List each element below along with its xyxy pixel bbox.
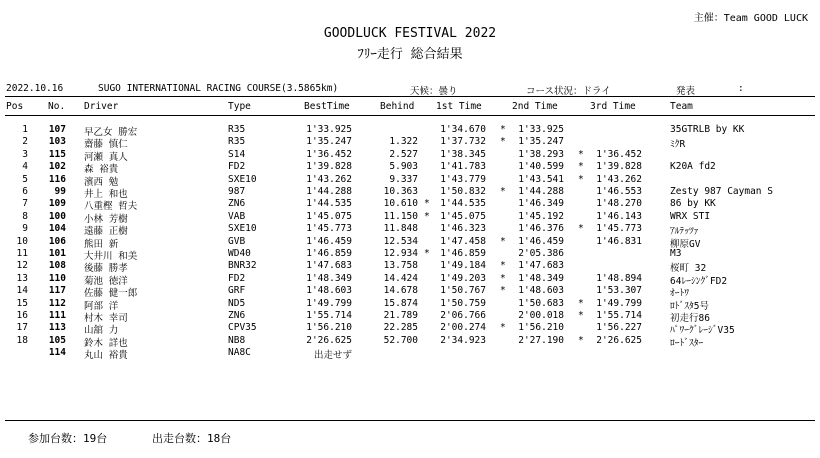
behind-gap: 22.285 [383,322,418,334]
col-header-t3: 3rd Time [590,101,636,112]
car-type: CPV35 [228,322,257,334]
track-condition: コース状況：ドライ [526,86,611,97]
driver-name: 森 裕貴 [84,164,119,176]
best-marker: * [500,260,506,272]
best-time: 2'26.625 [306,334,352,346]
team-name: K20A fd2 [670,161,716,173]
lap3-time: 1'43.262 [596,173,642,185]
car-type: SXE10 [228,223,257,235]
lap1-time: 1'34.670 [440,124,486,135]
position: 6 [22,186,28,197]
behind-gap: 15.874 [383,297,418,309]
position: 2 [22,136,28,148]
position: 4 [22,161,28,173]
driver-name: 八重樫 哲夫 [84,201,138,213]
lap1-time: 1'49.184 [440,260,486,272]
driver-name: 小林 芳樹 [84,213,128,225]
page-title: GOODLUCK FESTIVAL 2022 [323,26,497,41]
table-row [0,285,820,300]
best-time: 1'48.603 [306,285,352,297]
best-marker: * [578,310,584,321]
driver-name: 村木 幸司 [84,313,128,324]
table-row [0,211,820,223]
team-name: ﾐｸR [670,139,686,151]
car-type: NB8 [228,334,246,346]
table-row [0,161,820,176]
car-type: R35 [228,136,246,148]
car-number: 101 [48,248,66,259]
position: 7 [22,198,28,210]
car-number: 105 [48,334,66,346]
car-type: BNR32 [228,260,257,272]
lap1-time: 1'50.767 [440,285,486,297]
position: 1 [22,124,28,135]
lap2-time: 1'50.683 [518,297,564,309]
best-marker: * [500,124,506,135]
position: 14 [16,285,28,297]
lap3-time: 1'39.828 [596,161,642,173]
car-type: 987 [228,186,246,197]
driver-name: 早乙女 勝宏 [84,127,138,138]
team-name: 86 by KK [670,198,716,210]
car-number: 117 [48,285,66,297]
lap2-time: 1'46.376 [518,223,564,235]
best-time: 1'46.859 [306,248,352,259]
lap3-time: 1'56.227 [596,322,642,334]
behind-gap: 2.527 [389,148,418,160]
lap1-time: 1'49.203 [440,272,486,284]
behind-gap: 21.789 [383,310,418,321]
lap2-time: 1'47.683 [518,260,564,272]
car-type: FD2 [228,161,246,173]
lap2-time: 1'43.541 [518,173,564,185]
lap3-time: 1'55.714 [596,310,642,321]
table-row [0,260,820,275]
behind-gap: 14.424 [383,272,418,284]
best-time: 1'39.828 [306,161,352,173]
best-time: 1'45.773 [306,223,352,235]
lap3-time: 1'48.270 [596,198,642,210]
car-number: 108 [48,260,66,272]
car-type: GVB [228,235,246,247]
car-number: 99 [54,186,66,197]
behind-gap: 11.848 [383,223,418,235]
page-subtitle: ﾌﾘｰ走行 総合結果 [357,47,463,62]
driver-name: 丸山 裕貴 [84,350,128,362]
car-type: ZN6 [228,310,246,321]
best-time: 1'44.535 [306,198,352,210]
lap1-time: 2'06.766 [440,310,486,321]
position: 8 [22,210,28,222]
published-separator: : [738,83,744,94]
best-time: 1'33.925 [306,124,352,135]
car-number: 115 [48,148,66,160]
lap1-time: 2'00.274 [440,322,486,334]
lap2-time: 1'38.293 [518,148,564,160]
lap3-time: 1'49.799 [596,297,642,309]
behind-gap: 13.758 [383,260,418,272]
lap2-time: 2'27.190 [518,334,564,346]
position: 18 [16,334,28,346]
behind-gap: 12.534 [383,235,418,247]
lap1-time: 1'47.458 [440,235,486,247]
lap2-time: 1'46.459 [518,235,564,247]
car-type: VAB [228,210,246,222]
best-marker: * [578,161,584,173]
best-time: 出走せず [313,350,352,362]
published-label: 発表 [676,86,696,97]
best-marker: * [578,173,584,185]
lap1-time: 1'44.535 [440,198,486,210]
col-header-type: Type [228,101,251,112]
lap2-time: 1'33.925 [518,124,564,135]
table-row [0,298,820,310]
best-marker: * [578,148,584,160]
table-row [0,236,820,248]
event-date: 2022.10.16 [6,83,64,94]
lap3-time: 1'45.773 [596,223,642,235]
table-row [0,248,820,260]
lap1-time: 1'46.323 [440,223,486,235]
best-marker: * [500,272,506,284]
lap2-time: 1'40.599 [518,161,564,173]
table-row [0,136,820,151]
best-time: 1'43.262 [306,173,352,185]
best-marker: * [500,186,506,197]
driver-name: 佐藤 健一郎 [84,288,138,300]
behind-gap: 10.610 [383,198,418,210]
car-type: FD2 [228,272,246,284]
behind-gap: 12.934 [383,248,418,259]
car-number: 113 [48,322,66,334]
entry-count: 参加台数：19台 [28,432,108,445]
driver-name: 菊池 徳洋 [84,275,128,287]
col-header-no: No. [48,101,66,112]
best-time: 1'46.459 [306,235,352,247]
behind-gap: 11.150 [383,210,418,222]
car-number: 116 [48,173,66,185]
car-type: S14 [228,148,246,160]
position: 11 [16,248,28,259]
behind-gap: 52.700 [383,334,418,346]
position: 9 [22,223,28,235]
best-time: 1'49.799 [306,297,352,309]
best-marker: * [500,322,506,334]
lap2-time: 1'56.210 [518,322,564,334]
best-marker: * [578,223,584,235]
behind-gap: 5.903 [389,161,418,173]
lap1-time: 1'41.783 [440,161,486,173]
driver-name: 濱西 勉 [84,176,119,188]
team-name: 桜町 32 [670,263,707,275]
lap1-time: 1'50.759 [440,297,486,309]
lap1-time: 1'37.732 [440,136,486,148]
lap3-time: 1'46.831 [596,235,642,247]
best-time: 1'45.075 [306,210,352,222]
best-time: 1'47.683 [306,260,352,272]
table-row [0,186,820,198]
car-number: 102 [48,161,66,173]
lap2-time: 1'35.247 [518,136,564,148]
car-number: 100 [48,210,66,222]
position: 15 [16,297,28,309]
team-name: 柳原GV [670,238,701,250]
table-row [0,198,820,213]
lap1-time: 1'38.345 [440,148,486,160]
driver-name: 鈴木 詳也 [84,337,128,349]
team-name: ﾊﾟﾜｰｸﾞﾚｰｼﾞV35 [670,325,735,337]
table-row [0,223,820,238]
position: 3 [22,148,28,160]
col-header-behind: Behind [380,101,415,112]
car-number: 111 [48,310,66,321]
col-header-best: BestTime [304,101,350,112]
best-marker: * [500,235,506,247]
lap2-time: 1'46.349 [518,198,564,210]
best-time: 1'35.247 [306,136,352,148]
driver-name: 後藤 勝孝 [84,263,128,275]
organizer-label: 主催：Team GOOD LUCK [693,13,808,24]
lap2-time: 1'44.288 [518,186,564,197]
table-row [0,322,820,337]
car-type: GRF [228,285,246,297]
behind-gap: 14.678 [383,285,418,297]
table-row [0,273,820,285]
lap3-time: 1'48.894 [596,272,642,284]
col-header-t1: 1st Time [436,101,482,112]
best-marker: * [500,285,506,297]
car-number: 110 [48,272,66,284]
lap3-time: 1'53.307 [596,285,642,297]
best-time: 1'44.288 [306,186,352,197]
lap1-time: 1'46.859 [440,248,486,259]
car-type: NA8C [228,347,251,359]
car-number: 107 [48,124,66,135]
header-rule-top [5,96,815,97]
car-number: 103 [48,136,66,148]
footer-rule [5,420,815,421]
car-type: WD40 [228,248,251,259]
table-row [0,347,820,362]
position: 10 [16,235,28,247]
driver-name: 阿部 洋 [84,300,119,312]
car-number: 104 [48,223,66,235]
lap2-time: 1'48.603 [518,285,564,297]
table-row [0,149,820,161]
driver-name: 井上 和也 [84,189,128,200]
starter-count: 出走台数：18台 [152,432,232,445]
best-marker: * [424,210,430,222]
best-time: 1'48.349 [306,272,352,284]
table-row [0,124,820,136]
driver-name: 大井川 和美 [84,251,138,262]
lap1-time: 1'50.832 [440,186,486,197]
table-row [0,310,820,322]
driver-name: 河瀬 真人 [84,151,128,163]
lap1-time: 2'34.923 [440,334,486,346]
team-name: Zesty 987 Cayman S [670,186,773,197]
position: 12 [16,260,28,272]
position: 5 [22,173,28,185]
lap3-time: 1'46.143 [596,210,642,222]
driver-name: 山舘 力 [84,325,119,337]
position: 13 [16,272,28,284]
driver-name: 熊田 新 [84,238,119,250]
team-name: ｱﾙﾃｯﾂｧ [670,226,699,238]
car-number: 106 [48,235,66,247]
lap2-time: 2'05.386 [518,248,564,259]
driver-name: 遠藤 正樹 [84,226,128,238]
lap3-time: 1'36.452 [596,148,642,160]
lap3-time: 1'46.553 [596,186,642,197]
best-marker: * [578,334,584,346]
driver-name: 齋藤 慎仁 [84,139,128,151]
car-number: 112 [48,297,66,309]
best-marker: * [424,248,430,259]
team-name: ｵｰﾄﾜ [670,288,690,300]
lap2-time: 1'45.192 [518,210,564,222]
table-row [0,174,820,186]
lap2-time: 1'48.349 [518,272,564,284]
col-header-driver: Driver [84,101,119,112]
best-time: 1'36.452 [306,148,352,160]
team-name: WRX STI [670,210,711,222]
best-time: 1'55.714 [306,310,352,321]
lap1-time: 1'45.075 [440,210,486,222]
col-header-team: Team [670,101,693,112]
car-type: ND5 [228,297,246,309]
lap1-time: 1'43.779 [440,173,486,185]
col-header-pos: Pos [6,101,24,112]
weather-info: 天候：曇り [410,86,458,97]
lap2-time: 2'00.018 [518,310,564,321]
car-number: 114 [48,347,66,359]
team-name: 初走行86 [670,313,710,324]
car-type: R35 [228,124,246,135]
lap3-time: 2'26.625 [596,334,642,346]
team-name: ﾛﾄﾞｽﾀ5号 [670,300,709,312]
table-row [0,335,820,347]
car-number: 109 [48,198,66,210]
best-marker: * [424,198,430,210]
col-header-t2: 2nd Time [512,101,558,112]
best-marker: * [500,136,506,148]
best-marker: * [578,297,584,309]
team-name: M3 [670,248,682,259]
best-time: 1'56.210 [306,322,352,334]
car-type: ZN6 [228,198,246,210]
behind-gap: 1.322 [389,136,418,148]
behind-gap: 10.363 [383,186,418,197]
position: 16 [16,310,28,321]
course-name: SUGO INTERNATIONAL RACING COURSE(3.5865km) [98,83,339,94]
team-name: 64ﾚｰｼﾝｸﾞFD2 [670,275,728,287]
team-name: 35GTRLB by KK [670,124,745,135]
behind-gap: 9.337 [389,173,418,185]
team-name: ﾛｰﾄﾞｽﾀｰ [670,337,704,349]
car-type: SXE10 [228,173,257,185]
position: 17 [16,322,28,334]
header-rule-bottom [5,115,815,116]
